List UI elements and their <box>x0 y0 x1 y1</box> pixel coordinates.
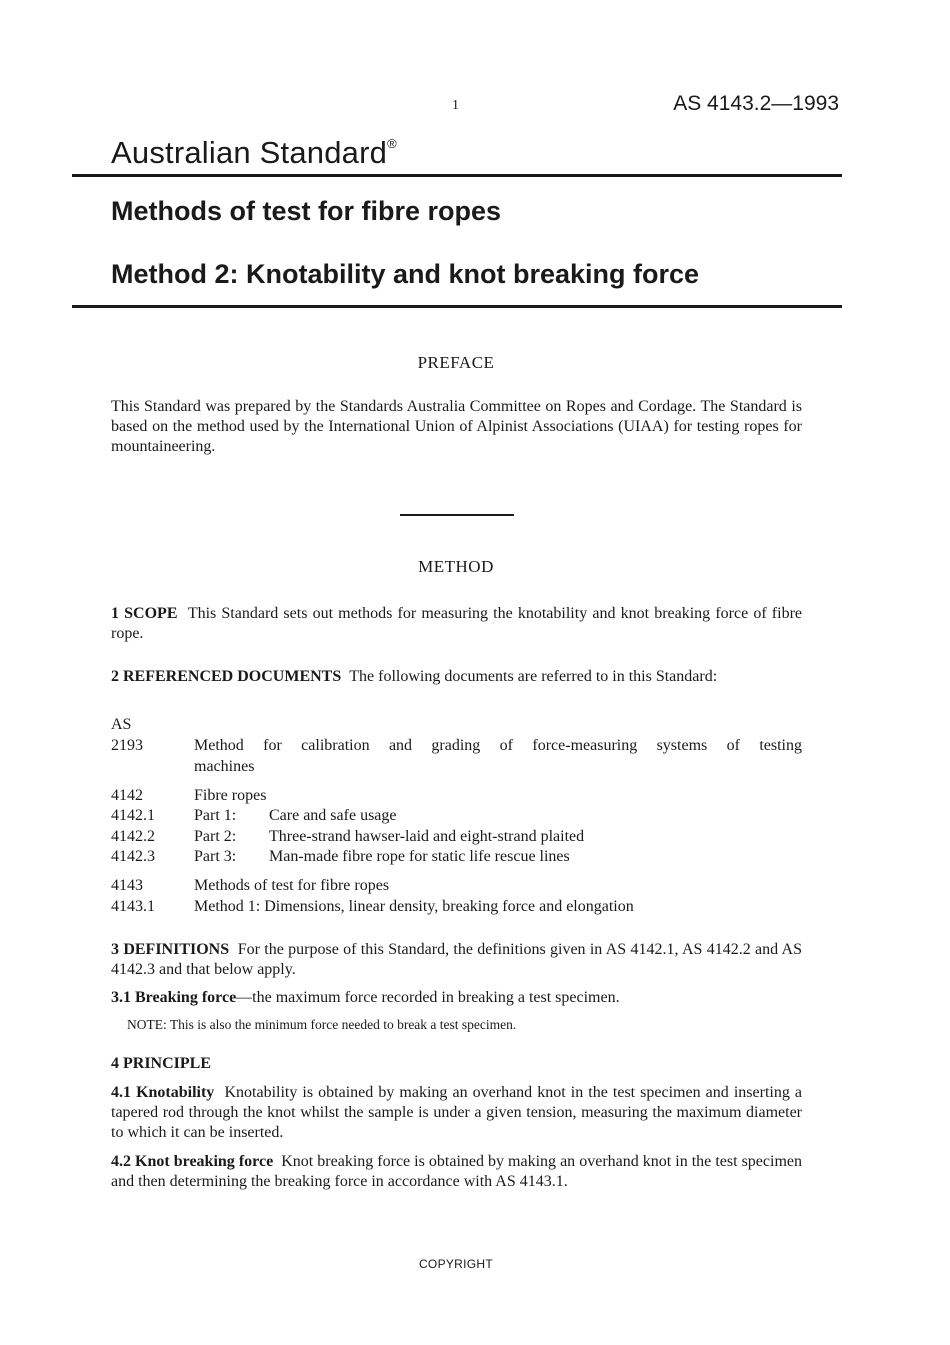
definition-term: 3.1 Breaking force <box>111 989 237 1006</box>
reference-part: Part 1: <box>194 807 237 824</box>
scope-section <box>111 604 802 644</box>
reference-number: 4143 <box>111 877 143 894</box>
reference-part: Part 2: <box>194 828 237 845</box>
definitions-heading: 3 DEFINITIONS <box>111 941 230 958</box>
reference-continuation <box>111 757 254 777</box>
reference-title: Methods of test for fibre ropes <box>194 877 390 894</box>
reference-item <box>111 806 397 826</box>
preface-heading: PREFACE <box>417 353 495 372</box>
knot-breaking-force-section <box>111 1152 802 1192</box>
document-subtitle: Method 2: Knotability and knot breaking force <box>111 259 700 289</box>
reference-item <box>111 876 389 896</box>
copyright-footer: COPYRIGHT <box>418 1257 494 1271</box>
knot-breaking-force-heading: 4.2 Knot breaking force <box>111 1153 274 1170</box>
reference-title: Method for calibration and grading of force-measuring systems of testing <box>194 737 802 754</box>
reference-title: Three-strand hawser-laid and eight-strand plaited <box>269 828 585 845</box>
brand-text: Australian Standard <box>111 135 388 170</box>
definitions-section <box>111 940 802 980</box>
definition-text: —the maximum force recorded in breaking a test specimen. <box>236 989 620 1006</box>
reference-part: Part 3: <box>194 848 237 865</box>
document-id: AS 4143.2—1993 <box>673 92 839 115</box>
reference-number: 4142.1 <box>111 807 155 824</box>
reference-number: 4142.3 <box>111 848 155 865</box>
registered-mark: ® <box>387 135 397 151</box>
section-divider <box>400 514 514 516</box>
definition-note: NOTE: This is also the minimum force needed to break a test specimen. <box>127 1017 517 1032</box>
knot-breaking-force-text: Knot breaking force is obtained by making an overhand knot in the test specimen and then determining the breaking force in accordance with AS 4143.1. <box>111 1153 802 1190</box>
scope-heading: 1 SCOPE <box>111 605 178 622</box>
top-rule <box>72 174 842 177</box>
principle-heading: 4 PRINCIPLE <box>111 1055 212 1072</box>
definitions-text: For the purpose of this Standard, the definitions given in AS 4142.1, AS 4142.2 and AS 4142.3 and that below apply. <box>111 941 803 978</box>
references-section <box>111 667 802 687</box>
reference-item <box>111 847 570 867</box>
page-number: 1 <box>452 98 459 113</box>
reference-number: 4143.1 <box>111 898 155 915</box>
reference-title-cont: machines <box>194 758 255 775</box>
reference-item <box>111 786 266 806</box>
bottom-rule <box>72 305 842 308</box>
brand-title <box>111 135 397 171</box>
references-text: The following documents are referred to in this Standard: <box>349 668 718 685</box>
reference-prefix: AS <box>111 716 132 733</box>
method-heading: METHOD <box>418 557 494 576</box>
references-heading: 2 REFERENCED DOCUMENTS <box>111 668 342 685</box>
preface-text: This Standard was prepared by the Standards Australia Committee on Ropes and Cordage. The Standard is based on the method used by the International Union of Alpinist Associations (UIAA) for testing ropes for mountaineering. <box>111 398 802 455</box>
reference-title: Fibre ropes <box>194 787 267 804</box>
document-title: Methods of test for fibre ropes <box>111 196 502 226</box>
knotability-heading: 4.1 Knotability <box>111 1084 215 1101</box>
knotability-text: Knotability is obtained by making an overhand knot in the test specimen and inserting a tapered rod through the knot whilst the sample is under a given tension, measuring the maximum diameter to which it can be inserted. <box>111 1084 803 1141</box>
reference-item <box>111 897 634 917</box>
reference-title: Method 1: Dimensions, linear density, breaking force and elongation <box>194 898 634 915</box>
reference-number: 2193 <box>111 737 143 754</box>
scope-text: This Standard sets out methods for measuring the knotability and knot breaking force of fibre rope. <box>111 605 803 642</box>
reference-number: 4142.2 <box>111 828 155 845</box>
knotability-section <box>111 1083 802 1143</box>
reference-number: 4142 <box>111 787 143 804</box>
reference-title: Care and safe usage <box>269 807 397 824</box>
reference-item <box>111 827 584 847</box>
reference-title: Man-made fibre rope for static life rescue lines <box>269 848 570 865</box>
definition-breaking-force <box>111 988 620 1008</box>
reference-item <box>111 736 802 756</box>
